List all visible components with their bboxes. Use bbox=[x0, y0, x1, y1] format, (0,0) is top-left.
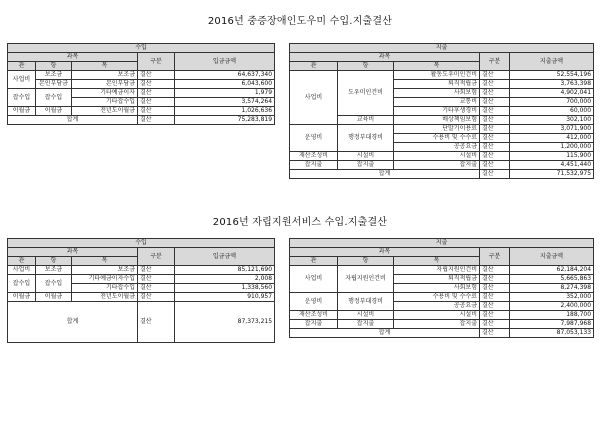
mok-cell: 기타후생경비 bbox=[394, 107, 480, 116]
table-row bbox=[290, 125, 594, 134]
table-row bbox=[290, 311, 594, 320]
gwan-cell: 운영비 bbox=[290, 293, 338, 311]
table-row bbox=[290, 152, 594, 161]
amount-cell: 4,451,440 bbox=[510, 161, 594, 170]
s1-rev-h-hang: 항 bbox=[36, 62, 72, 71]
s2-rev-h-gubun: 구분 bbox=[138, 248, 175, 266]
s2-exp-h-gubun: 구분 bbox=[480, 248, 510, 266]
gubun-cell: 결산 bbox=[138, 275, 175, 284]
total-amount: 87,053,133 bbox=[510, 329, 594, 338]
section1-title: 2016년 중증장애인도우미 수입.지출결산 bbox=[207, 16, 393, 27]
mok-cell: 시설비 bbox=[394, 152, 480, 161]
amount-cell: 8,274,398 bbox=[510, 284, 594, 293]
mok-cell: 공공요금 bbox=[394, 143, 480, 152]
s1-revenue-table bbox=[7, 43, 275, 125]
total-amount: 87,373,215 bbox=[175, 302, 275, 343]
gubun-cell: 결산 bbox=[480, 98, 510, 107]
hang-cell: 교육비 bbox=[338, 116, 394, 125]
gubun-cell: 결산 bbox=[138, 293, 175, 302]
s2-exp-h-gwan: 관 bbox=[290, 257, 338, 266]
gubun-cell: 결산 bbox=[138, 71, 175, 80]
gubun-cell: 결산 bbox=[138, 266, 175, 275]
mok-cell: 단말기이용료 bbox=[394, 125, 480, 134]
amount-cell: 910,957 bbox=[175, 293, 275, 302]
total-amount: 75,283,819 bbox=[175, 116, 275, 125]
hang-cell: 잡수입 bbox=[36, 89, 72, 107]
table-row bbox=[8, 266, 275, 275]
gubun-cell: 결산 bbox=[480, 266, 510, 275]
amount-cell: 1,338,560 bbox=[175, 284, 275, 293]
gubun-cell: 결산 bbox=[480, 311, 510, 320]
gubun-cell: 결산 bbox=[480, 89, 510, 98]
hang-cell: 보조금 bbox=[36, 71, 72, 80]
amount-cell: 6,043,600 bbox=[175, 80, 275, 89]
gubun-cell: 결산 bbox=[480, 320, 510, 329]
s2-rev-h-gwamok: 과목 bbox=[8, 248, 138, 257]
total-gubun: 결산 bbox=[138, 302, 175, 343]
s2-exp-h-gwamok: 과목 bbox=[290, 248, 480, 257]
total-gubun: 결산 bbox=[480, 170, 510, 179]
s1-rev-header: 수입 bbox=[8, 44, 275, 53]
mok-cell: 수용비 및 수수료 bbox=[394, 293, 480, 302]
s2-rev-h-mok: 목 bbox=[72, 257, 138, 266]
gubun-cell: 결산 bbox=[480, 293, 510, 302]
total-row bbox=[8, 302, 275, 343]
s1-rev-h-gwamok: 과목 bbox=[8, 53, 138, 62]
total-amount: 71,532,975 bbox=[510, 170, 594, 179]
table-row bbox=[290, 293, 594, 302]
s1-exp-h-amount: 지출금액 bbox=[510, 53, 594, 71]
s2-exp-h-hang: 항 bbox=[338, 257, 394, 266]
hang-cell: 도우미인건비 bbox=[338, 71, 394, 116]
gubun-cell: 결산 bbox=[138, 284, 175, 293]
amount-cell: 85,121,690 bbox=[175, 266, 275, 275]
total-label: 합계 bbox=[290, 170, 480, 179]
mok-cell: 교통비 bbox=[394, 98, 480, 107]
s2-rev-h-amount: 입금금액 bbox=[175, 248, 275, 266]
s1-rev-h-gubun: 구분 bbox=[138, 53, 175, 71]
s1-exp-h-gubun: 구분 bbox=[480, 53, 510, 71]
mok-cell: 배상책임보험 bbox=[394, 116, 480, 125]
gwan-cell: 이월금 bbox=[8, 107, 36, 116]
total-gubun: 결산 bbox=[138, 116, 175, 125]
amount-cell: 4,902,041 bbox=[510, 89, 594, 98]
gubun-cell: 결산 bbox=[480, 302, 510, 311]
gubun-cell: 결산 bbox=[480, 107, 510, 116]
hang-cell: 본인부담금 bbox=[36, 80, 72, 89]
table-row bbox=[8, 89, 275, 98]
amount-cell: 1,979 bbox=[175, 89, 275, 98]
mok-cell: 시설비 bbox=[394, 311, 480, 320]
hang-cell: 보조금 bbox=[36, 266, 72, 275]
mok-cell: 기타잡수입 bbox=[72, 284, 138, 293]
total-row bbox=[8, 116, 275, 125]
hang-cell: 행정부대경비 bbox=[338, 125, 394, 152]
mok-cell: 보조금 bbox=[72, 266, 138, 275]
amount-cell: 2,008 bbox=[175, 275, 275, 284]
amount-cell: 700,000 bbox=[510, 98, 594, 107]
s1-exp-h-mok: 목 bbox=[394, 62, 480, 71]
gubun-cell: 결산 bbox=[480, 284, 510, 293]
s2-exp-header: 지출 bbox=[290, 239, 594, 248]
table-row bbox=[8, 71, 275, 80]
amount-cell: 5,665,863 bbox=[510, 275, 594, 284]
gwan-cell: 재산조성비 bbox=[290, 311, 338, 320]
section2-title: 2016년 자립지원서비스 수입.지출결산 bbox=[212, 217, 388, 228]
mok-cell: 퇴직적립금 bbox=[394, 80, 480, 89]
mok-cell: 기타잡수입 bbox=[72, 98, 138, 107]
table-row bbox=[290, 71, 594, 80]
amount-cell: 1,026,636 bbox=[175, 107, 275, 116]
amount-cell: 188,700 bbox=[510, 311, 594, 320]
mok-cell: 사회보험 bbox=[394, 89, 480, 98]
s1-rev-h-amount: 입금금액 bbox=[175, 53, 275, 71]
gwan-cell: 재산조성비 bbox=[290, 152, 338, 161]
gwan-cell: 운영비 bbox=[290, 125, 338, 152]
s1-rev-h-mok: 목 bbox=[72, 62, 138, 71]
mok-cell: 잡지출 bbox=[394, 161, 480, 170]
s2-revenue-table bbox=[7, 238, 275, 343]
mok-cell: 전년도이월금 bbox=[72, 293, 138, 302]
s2-expense-table-wrap bbox=[289, 238, 594, 338]
amount-cell: 52,554,196 bbox=[510, 71, 594, 80]
s1-exp-h-gwan: 관 bbox=[290, 62, 338, 71]
table-row bbox=[290, 161, 594, 170]
total-label: 합계 bbox=[290, 329, 480, 338]
gwan-cell: 잡지출 bbox=[290, 161, 338, 170]
table-row bbox=[8, 80, 275, 89]
gwan-cell: 사업비 bbox=[8, 266, 36, 275]
hang-cell: 시설비 bbox=[338, 152, 394, 161]
s1-expense-table-wrap bbox=[289, 43, 594, 179]
amount-cell: 62,184,204 bbox=[510, 266, 594, 275]
hang-cell: 잡수입 bbox=[36, 275, 72, 293]
amount-cell: 115,900 bbox=[510, 152, 594, 161]
s1-rev-h-gwan: 관 bbox=[8, 62, 36, 71]
amount-cell: 3,071,900 bbox=[510, 125, 594, 134]
gubun-cell: 결산 bbox=[480, 71, 510, 80]
mok-cell: 사회보험 bbox=[394, 284, 480, 293]
amount-cell: 3,574,264 bbox=[175, 98, 275, 107]
total-label: 합계 bbox=[8, 302, 138, 343]
gubun-cell: 결산 bbox=[480, 134, 510, 143]
table-row bbox=[8, 293, 275, 302]
s2-revenue-table-wrap bbox=[7, 238, 275, 343]
gubun-cell: 결산 bbox=[480, 275, 510, 284]
mok-cell: 본인부담금 bbox=[72, 80, 138, 89]
gwan-cell: 사업비 bbox=[290, 266, 338, 293]
mok-cell: 기타예금이자수입 bbox=[72, 275, 138, 284]
mok-cell: 퇴직적립금 bbox=[394, 275, 480, 284]
s1-revenue-table-wrap bbox=[7, 43, 275, 125]
total-label: 합계 bbox=[8, 116, 138, 125]
s1-exp-h-gwamok: 과목 bbox=[290, 53, 480, 62]
total-row bbox=[290, 329, 594, 338]
mok-cell: 기타예금이자 bbox=[72, 89, 138, 98]
hang-cell: 잡지출 bbox=[338, 320, 394, 329]
mok-cell: 수용비 및 수수료 bbox=[394, 134, 480, 143]
gwan-cell: 사업비 bbox=[290, 71, 338, 125]
s2-rev-h-hang: 항 bbox=[36, 257, 72, 266]
gwan-cell: 사업비 bbox=[8, 71, 36, 89]
s1-exp-header: 지출 bbox=[290, 44, 594, 53]
s1-expense-table bbox=[289, 43, 594, 179]
mok-cell: 활동도우미인건비 bbox=[394, 71, 480, 80]
amount-cell: 302,100 bbox=[510, 116, 594, 125]
gubun-cell: 결산 bbox=[138, 98, 175, 107]
hang-cell: 잡지출 bbox=[338, 161, 394, 170]
gubun-cell: 결산 bbox=[480, 143, 510, 152]
s2-exp-h-mok: 목 bbox=[394, 257, 480, 266]
amount-cell: 352,000 bbox=[510, 293, 594, 302]
amount-cell: 3,763,398 bbox=[510, 80, 594, 89]
s2-rev-header: 수입 bbox=[8, 239, 275, 248]
table-row bbox=[8, 275, 275, 284]
mok-cell: 전년도이월금 bbox=[72, 107, 138, 116]
gwan-cell: 잡지출 bbox=[290, 320, 338, 329]
amount-cell: 412,000 bbox=[510, 134, 594, 143]
gubun-cell: 결산 bbox=[480, 152, 510, 161]
amount-cell: 60,000 bbox=[510, 107, 594, 116]
s1-exp-h-hang: 항 bbox=[338, 62, 394, 71]
hang-cell: 행정부대경비 bbox=[338, 293, 394, 311]
s2-rev-h-gwan: 관 bbox=[8, 257, 36, 266]
gwan-cell: 이월금 bbox=[8, 293, 36, 302]
total-row bbox=[290, 170, 594, 179]
amount-cell: 1,200,000 bbox=[510, 143, 594, 152]
s2-expense-table bbox=[289, 238, 594, 338]
gubun-cell: 결산 bbox=[480, 116, 510, 125]
amount-cell: 64,637,340 bbox=[175, 71, 275, 80]
gubun-cell: 결산 bbox=[138, 89, 175, 98]
table-row bbox=[290, 320, 594, 329]
hang-cell: 자립지원인건비 bbox=[338, 266, 394, 293]
gwan-cell: 잡수입 bbox=[8, 89, 36, 107]
gubun-cell: 결산 bbox=[138, 107, 175, 116]
table-row bbox=[8, 107, 275, 116]
table-row bbox=[290, 266, 594, 275]
gubun-cell: 결산 bbox=[138, 80, 175, 89]
gwan-cell: 잡수입 bbox=[8, 275, 36, 293]
mok-cell: 보조금 bbox=[72, 71, 138, 80]
hang-cell: 이월금 bbox=[36, 293, 72, 302]
mok-cell: 잡지출 bbox=[394, 320, 480, 329]
gubun-cell: 결산 bbox=[480, 125, 510, 134]
total-gubun: 결산 bbox=[480, 329, 510, 338]
hang-cell: 시설비 bbox=[338, 311, 394, 320]
amount-cell: 2,400,000 bbox=[510, 302, 594, 311]
s2-exp-h-amount: 지출금액 bbox=[510, 248, 594, 266]
hang-cell: 이월금 bbox=[36, 107, 72, 116]
gubun-cell: 결산 bbox=[480, 161, 510, 170]
gubun-cell: 결산 bbox=[480, 80, 510, 89]
mok-cell: 공공요금 bbox=[394, 302, 480, 311]
amount-cell: 7,987,968 bbox=[510, 320, 594, 329]
mok-cell: 자립지원인건비 bbox=[394, 266, 480, 275]
